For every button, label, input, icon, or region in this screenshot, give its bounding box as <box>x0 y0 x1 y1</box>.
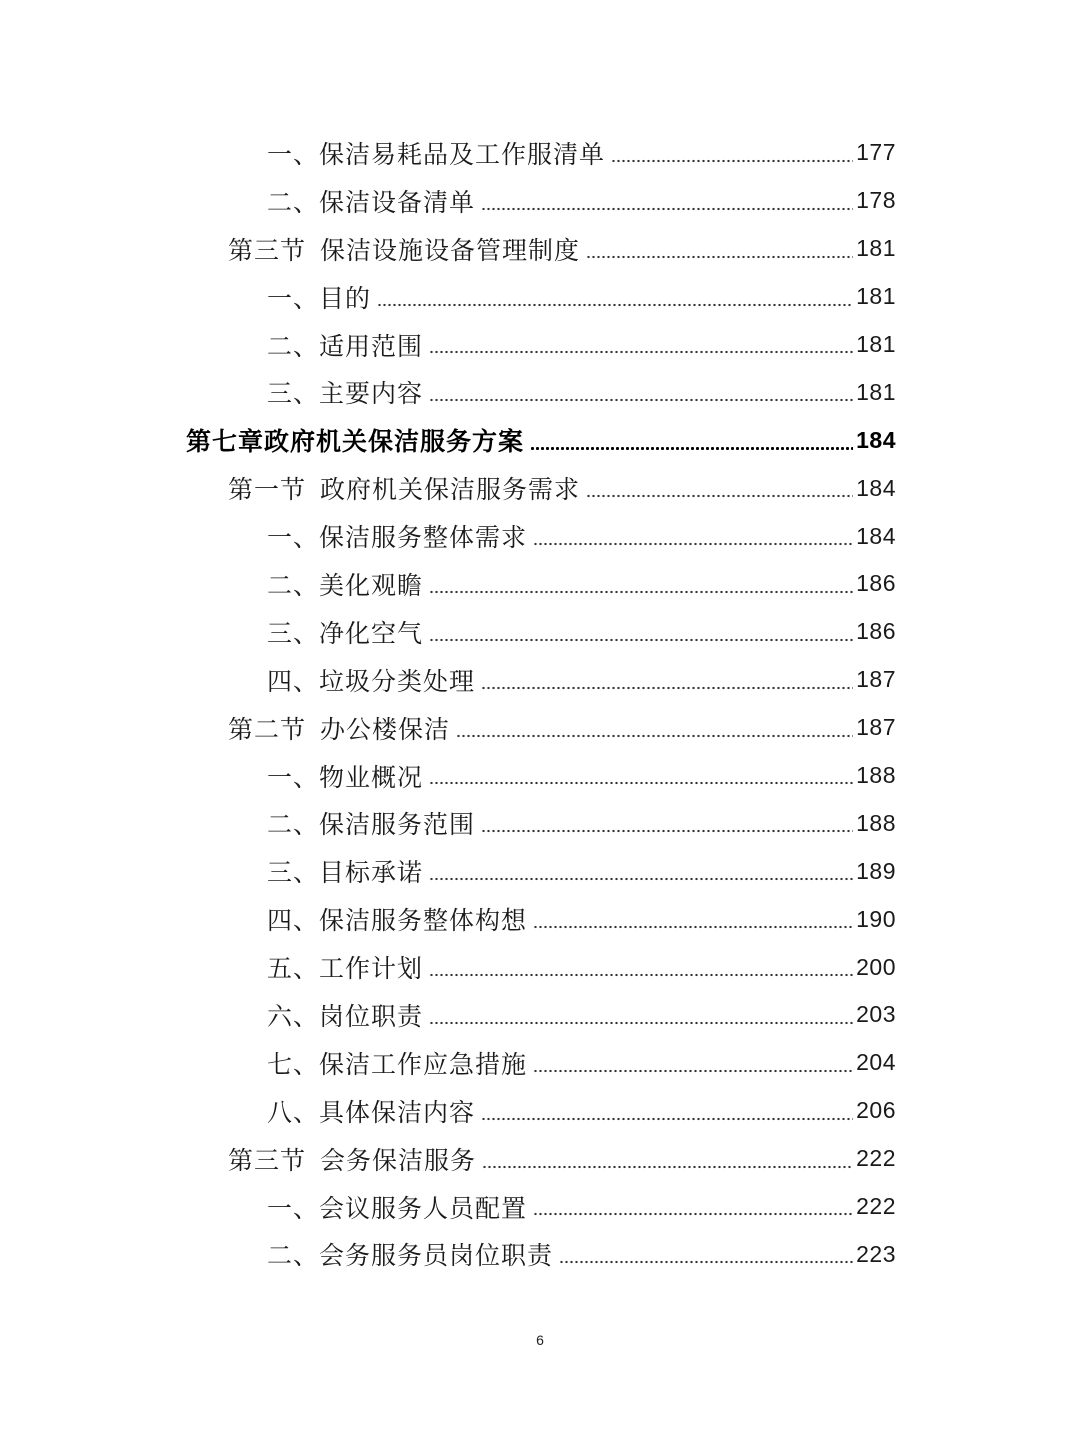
toc-entry-section[interactable] <box>0 464 1080 512</box>
toc-entry-page-number: 204 <box>856 1049 896 1076</box>
dot-leader <box>482 1164 853 1170</box>
toc-entry-label <box>267 1189 527 1225</box>
dot-leader <box>533 1211 853 1217</box>
toc-entry-number: 四、 <box>267 666 320 696</box>
toc-entry-label <box>267 949 423 985</box>
toc-entry-title: 保洁服务整体需求 <box>319 523 528 553</box>
toc-entry-page-number: 184 <box>856 474 896 501</box>
toc-entry-number: 五、 <box>267 954 320 984</box>
dot-leader <box>429 876 853 882</box>
dot-leader <box>481 206 853 212</box>
toc-entry-label <box>267 997 423 1033</box>
toc-entry-title: 物业概况 <box>319 762 424 792</box>
toc-entry-item[interactable] <box>0 895 1080 943</box>
toc-entry-number: 八、 <box>267 1097 320 1127</box>
toc-entry-item[interactable] <box>0 943 1080 991</box>
toc-entry-page-number: 188 <box>856 762 896 789</box>
toc-entry-page-number: 178 <box>856 187 896 214</box>
toc-entry-page-number: 203 <box>856 1001 896 1028</box>
toc-entry-item[interactable] <box>0 1230 1080 1278</box>
dot-leader <box>429 972 853 978</box>
toc-entry-item[interactable] <box>0 512 1080 560</box>
toc-entry-label <box>267 901 527 937</box>
toc-entry-title: 政府机关保洁服务需求 <box>320 475 581 505</box>
page-number: 6 <box>536 1332 544 1348</box>
toc-entry-number: 第七章 <box>186 427 265 457</box>
dot-leader <box>530 445 853 451</box>
dot-leader <box>481 685 853 691</box>
toc-entry-page-number: 189 <box>856 857 896 884</box>
toc-entry-page-number: 188 <box>856 809 896 836</box>
toc-entry-label <box>267 135 605 171</box>
dot-leader <box>429 349 853 355</box>
dot-leader <box>377 302 853 308</box>
toc-entry-title: 保洁服务范围 <box>319 810 476 840</box>
toc-entry-title: 岗位职责 <box>319 1001 424 1031</box>
toc-entry-number: 一、 <box>267 139 320 169</box>
table-of-contents <box>0 129 1080 1278</box>
toc-entry-label <box>267 614 423 650</box>
toc-entry-item[interactable] <box>0 608 1080 656</box>
toc-entry-number: 七、 <box>267 1049 320 1079</box>
toc-entry-title: 保洁服务整体构想 <box>319 906 528 936</box>
toc-entry-page-number: 181 <box>856 235 896 262</box>
toc-entry-page-number: 186 <box>856 570 896 597</box>
toc-entry-item[interactable] <box>0 368 1080 416</box>
toc-entry-page-number: 223 <box>856 1240 896 1267</box>
toc-entry-number: 三、 <box>267 858 320 888</box>
toc-entry-section[interactable] <box>0 704 1080 752</box>
dot-leader <box>481 828 853 834</box>
toc-entry-page-number: 186 <box>856 618 896 645</box>
toc-entry-section[interactable] <box>0 225 1080 273</box>
toc-entry-number: 三、 <box>267 618 320 648</box>
toc-entry-item[interactable] <box>0 799 1080 847</box>
toc-entry-label <box>267 183 475 219</box>
toc-entry-item[interactable] <box>0 991 1080 1039</box>
toc-entry-number: 二、 <box>267 810 320 840</box>
toc-entry-label <box>267 1236 553 1272</box>
dot-leader <box>533 1068 853 1074</box>
toc-entry-label <box>267 566 423 602</box>
toc-entry-number: 四、 <box>267 906 320 936</box>
toc-entry-title: 保洁设施设备管理制度 <box>320 235 581 265</box>
toc-entry-number: 二、 <box>267 1241 320 1271</box>
toc-entry-title: 垃圾分类处理 <box>319 666 476 696</box>
toc-entry-title: 具体保洁内容 <box>319 1097 476 1127</box>
toc-entry-title: 净化空气 <box>319 618 424 648</box>
toc-entry-page-number: 206 <box>856 1097 896 1124</box>
toc-entry-page-number: 177 <box>856 139 896 166</box>
toc-entry-title: 目标承诺 <box>319 858 424 888</box>
toc-entry-title: 保洁工作应急措施 <box>319 1049 528 1079</box>
dot-leader <box>456 733 853 739</box>
toc-entry-page-number: 181 <box>856 331 896 357</box>
toc-entry-number: 二、 <box>267 187 320 217</box>
dot-leader <box>429 397 853 403</box>
toc-entry-item[interactable] <box>0 1183 1080 1231</box>
toc-entry-number: 第一节 <box>228 475 307 505</box>
dot-leader <box>481 1116 853 1122</box>
toc-entry-title: 会议服务人员配置 <box>319 1193 528 1223</box>
toc-entry-label <box>267 1093 475 1129</box>
toc-entry-item[interactable] <box>0 560 1080 608</box>
dot-leader <box>533 541 853 547</box>
toc-entry-label <box>267 1045 527 1081</box>
toc-entry-item[interactable] <box>0 273 1080 321</box>
toc-entry-title: 保洁设备清单 <box>319 187 476 217</box>
toc-entry-item[interactable] <box>0 129 1080 177</box>
toc-entry-number: 一、 <box>267 523 320 553</box>
toc-entry-page-number: 190 <box>856 905 896 932</box>
toc-entry-number: 第三节 <box>228 235 307 265</box>
toc-entry-section[interactable] <box>0 1135 1080 1183</box>
toc-entry-title: 保洁易耗品及工作服清单 <box>319 139 606 169</box>
toc-entry-label <box>228 470 580 506</box>
toc-entry-page-number: 187 <box>856 666 896 693</box>
toc-entry-number: 一、 <box>267 283 320 313</box>
dot-leader <box>429 589 853 595</box>
toc-entry-number: 第二节 <box>228 714 307 744</box>
toc-entry-item[interactable] <box>0 656 1080 704</box>
toc-entry-page-number: 187 <box>856 714 896 741</box>
toc-entry-label <box>186 422 524 458</box>
toc-entry-number: 二、 <box>267 331 320 361</box>
toc-entry-label <box>267 518 527 554</box>
toc-entry-label <box>267 327 423 363</box>
toc-entry-page-number: 222 <box>856 1193 896 1220</box>
toc-entry-chapter[interactable] <box>0 416 1080 464</box>
toc-entry-label <box>267 374 423 410</box>
toc-entry-number: 一、 <box>267 762 320 792</box>
toc-entry-page-number: 184 <box>856 426 896 453</box>
toc-entry-title: 政府机关保洁服务方案 <box>264 427 525 457</box>
toc-entry-label <box>267 279 371 315</box>
toc-entry-item[interactable] <box>0 321 1080 369</box>
toc-entry-title: 工作计划 <box>319 954 424 984</box>
dot-leader <box>533 924 853 930</box>
dot-leader <box>586 254 853 260</box>
toc-entry-number: 一、 <box>267 1193 320 1223</box>
toc-entry-item[interactable] <box>0 177 1080 225</box>
toc-entry-item[interactable] <box>0 847 1080 895</box>
toc-entry-title: 办公楼保洁 <box>320 714 451 744</box>
toc-entry-title: 主要内容 <box>319 379 424 409</box>
toc-entry-title: 会务保洁服务 <box>320 1145 477 1175</box>
toc-entry-page-number: 200 <box>856 953 896 980</box>
toc-entry-page-number: 222 <box>856 1145 896 1172</box>
toc-entry-label <box>228 1141 476 1177</box>
toc-entry-number: 三、 <box>267 379 320 409</box>
toc-entry-number: 第三节 <box>228 1145 307 1175</box>
toc-entry-label <box>267 662 475 698</box>
toc-entry-title: 适用范围 <box>319 331 424 361</box>
toc-entry-item[interactable] <box>0 1039 1080 1087</box>
dot-leader <box>429 637 853 643</box>
dot-leader <box>429 1020 853 1026</box>
toc-entry-item[interactable] <box>0 1087 1080 1135</box>
dot-leader <box>559 1259 853 1265</box>
toc-entry-page-number: 181 <box>856 283 896 310</box>
toc-entry-number: 六、 <box>267 1001 320 1031</box>
toc-entry-label <box>228 231 580 267</box>
toc-entry-number: 二、 <box>267 570 320 600</box>
toc-entry-label <box>267 853 423 889</box>
toc-entry-label <box>267 758 423 794</box>
toc-entry-title: 会务服务员岗位职责 <box>319 1241 554 1271</box>
toc-entry-title: 目的 <box>319 283 372 313</box>
dot-leader <box>429 780 853 786</box>
dot-leader <box>611 158 853 164</box>
toc-entry-label <box>228 710 450 746</box>
toc-entry-page-number: 181 <box>856 378 896 405</box>
toc-entry-title: 美化观瞻 <box>319 570 424 600</box>
dot-leader <box>586 493 853 499</box>
toc-entry-page-number: 184 <box>856 522 896 549</box>
toc-entry-item[interactable] <box>0 752 1080 800</box>
toc-entry-label <box>267 805 475 841</box>
